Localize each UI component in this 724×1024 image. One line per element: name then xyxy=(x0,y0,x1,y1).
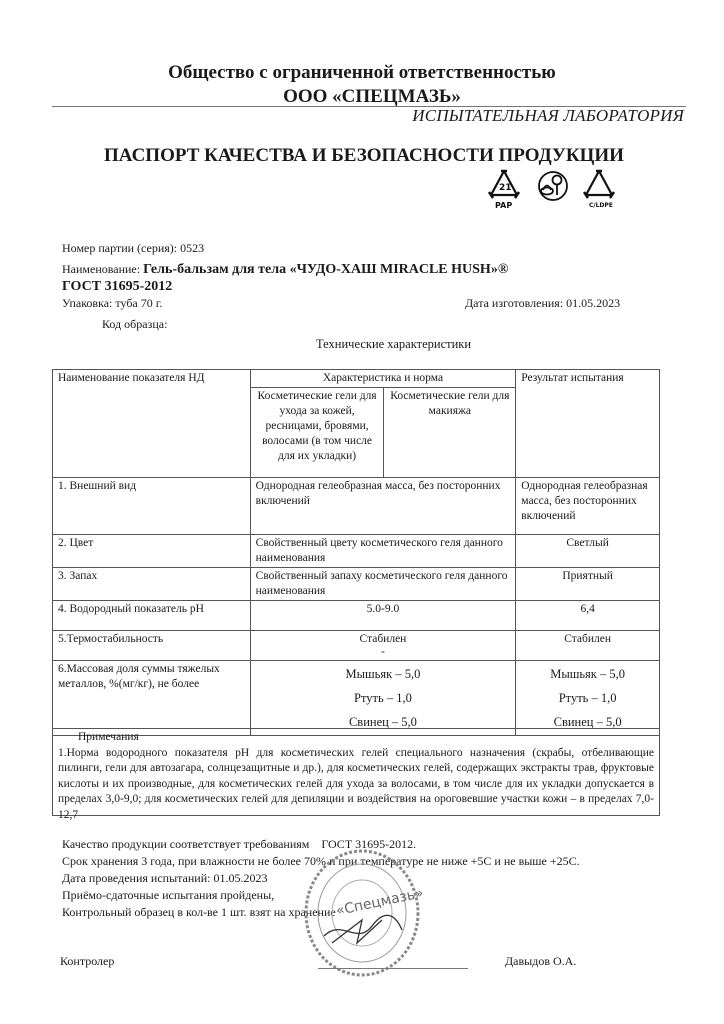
organization-short-name: ООО «СПЕЦМАЗЬ» xyxy=(283,86,461,107)
row-indicator: 6.Массовая доля суммы тяжелых металлов, %(мг/кг), не более xyxy=(53,661,251,736)
header-result: Результат испытания xyxy=(516,370,660,478)
company-stamp xyxy=(302,848,422,978)
table-row xyxy=(53,568,660,601)
sample-code: Код образца: xyxy=(102,317,168,331)
controller-name: Давыдов О.А. xyxy=(505,954,577,968)
row-result: 6,4 xyxy=(516,601,660,631)
product-name-value: Гель-бальзам для тела «ЧУДО-ХАШ MIRACLE HUSH»® xyxy=(143,262,509,277)
controller-label: Контролер xyxy=(60,954,115,968)
row-norm xyxy=(250,661,516,736)
row-norm-value: Стабилен xyxy=(359,633,407,645)
row-result: Приятный xyxy=(516,568,660,601)
row-indicator: 2. Цвет xyxy=(53,535,251,568)
product-name-label: Наименование: xyxy=(62,262,144,276)
result-mercury: Ртуть – 1,0 xyxy=(558,691,617,705)
row-norm-extra: - xyxy=(381,646,385,658)
packaging-symbols xyxy=(486,167,626,213)
row-norm: Однородная гелеобразная масса, без посторонних включений xyxy=(250,478,516,535)
result-arsenic: Мышьяк – 5,0 xyxy=(550,667,626,681)
subheader-care-gels: Косметические гели для ухода за кожей, ресницами, бровями, волосами (в том числе для их укладки) xyxy=(250,388,384,478)
row-indicator: 1. Внешний вид xyxy=(53,478,251,535)
document-title: ПАСПОРТ КАЧЕСТВА И БЕЗОПАСНОСТИ ПРОДУКЦИИ xyxy=(104,145,624,166)
signature-line xyxy=(318,968,468,969)
header-norm: Характеристика и норма xyxy=(250,370,516,388)
notes-text: 1.Норма водородного показателя pH для косметических гелей специального назначения (скрабы, отбеливающие пилинги, гели для автозагара, солнцезащитные и др.), для косметических гелей, содержащих экстракты трав, фруктовые кислоты и их производные, для косметических гелей для ухода за волосами, в том числе для их укладки допускается в пределах 3,0-9,0; для косметических гелей для депиляции и воздействия на ороговевшие участки кожи – в пределах 7,0-12,7 xyxy=(58,746,654,821)
svg-text:21: 21 xyxy=(499,183,512,193)
table-row xyxy=(53,661,660,736)
row-norm xyxy=(250,631,516,661)
specifications-table xyxy=(52,369,660,736)
norm-arsenic: Мышьяк – 5,0 xyxy=(345,667,421,681)
row-indicator: 4. Водородный показатель pH xyxy=(53,601,251,631)
row-result xyxy=(516,661,660,736)
norm-mercury: Ртуть – 1,0 xyxy=(354,691,412,705)
acceptance-tests: Приёмо-сдаточные испытания пройдены, xyxy=(62,888,275,902)
table-row xyxy=(53,535,660,568)
table-row xyxy=(53,601,660,631)
shelf-life: Срок хранения 3 года, при влажности не более 70% и при температуре не ниже +5С и не выше +25С. xyxy=(62,854,580,868)
row-result: Однородная гелеобразная масса, без посторонних включений xyxy=(516,478,660,535)
row-result: Светлый xyxy=(516,535,660,568)
gost-standard: ГОСТ 31695-2012 xyxy=(62,279,173,294)
row-norm: Свойственный запаху косметического геля данного наименования xyxy=(250,568,516,601)
result-lead: Свинец – 5,0 xyxy=(553,715,622,729)
organization-full-name: Общество с ограниченной ответственностью xyxy=(168,62,556,83)
svg-text:PAP: PAP xyxy=(495,201,513,210)
row-indicator: 3. Запах xyxy=(53,568,251,601)
row-norm: 5.0-9.0 xyxy=(250,601,516,631)
test-date: Дата проведения испытаний: 01.05.2023 xyxy=(62,871,268,885)
row-indicator: 5.Термостабильность xyxy=(53,631,251,661)
row-norm: Свойственный цвету косметического геля данного наименования xyxy=(250,535,516,568)
batch-number: Номер партии (серия): 0523 xyxy=(62,241,205,255)
control-sample: Контрольный образец в кол-ве 1 шт. взят на хранение xyxy=(62,905,336,919)
notes-box xyxy=(52,728,660,821)
table-row xyxy=(53,631,660,661)
notes-title: Примечания xyxy=(78,731,139,743)
norm-lead: Свинец – 5,0 xyxy=(348,715,417,729)
manufacture-date: Дата изготовления: 01.05.2023 xyxy=(465,296,621,310)
subheader-makeup-gels: Косметические гели для макияжа xyxy=(384,388,516,478)
cosmetic-jar-mirror-icon xyxy=(539,172,567,200)
product-name-line xyxy=(62,262,508,278)
conformity-statement: Качество продукции соответствует требованиям ГОСТ 31695-2012. xyxy=(62,837,417,851)
row-result: Стабилен xyxy=(516,631,660,661)
recycle-ldpe-icon xyxy=(584,171,614,209)
header-indicator: Наименование показателя НД xyxy=(53,370,251,478)
stamp-text: «Спецмазь» xyxy=(334,885,422,920)
recycle-pap-21-icon xyxy=(489,171,519,210)
laboratory-name: ИСПЫТАТЕЛЬНАЯ ЛАБОРАТОРИЯ xyxy=(412,106,684,125)
table-row xyxy=(53,478,660,535)
signature xyxy=(324,915,402,943)
svg-text:C/LDPE: C/LDPE xyxy=(589,202,613,209)
package-info: Упаковка: туба 70 г. xyxy=(62,296,163,310)
table-header-row xyxy=(53,370,660,388)
table-caption: Технические характеристики xyxy=(316,337,472,351)
